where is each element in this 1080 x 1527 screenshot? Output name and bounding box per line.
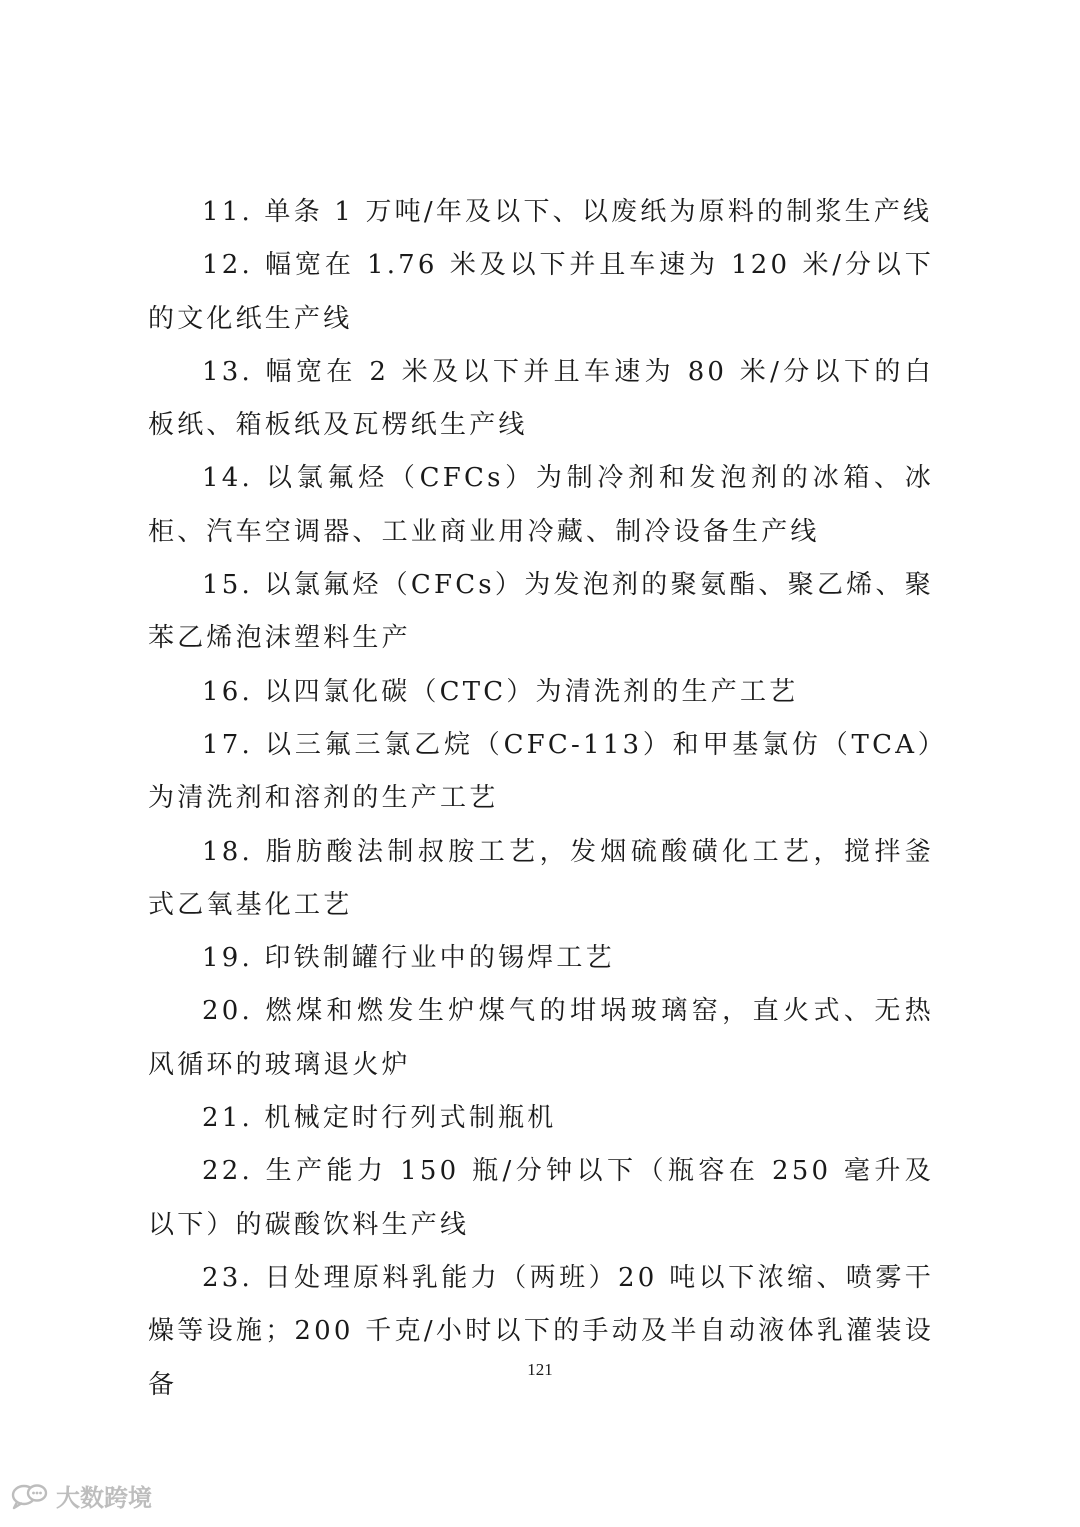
document-body (148, 186, 934, 1412)
list-item: 18. 脂肪酸法制叔胺工艺，发烟硫酸磺化工艺，搅拌釜式乙氧基化工艺 (148, 836, 934, 920)
watermark-text: 大数跨境 (56, 1484, 152, 1512)
list-item: 21. 机械定时行列式制瓶机 (202, 1103, 557, 1134)
list-item: 20. 燃煤和燃发生炉煤气的坩埚玻璃窑，直火式、无热风循环的玻璃退火炉 (148, 996, 934, 1080)
list-item: 11. 单条 1 万吨/年及以下、以废纸为原料的制浆生产线 (202, 197, 933, 227)
list-item: 22. 生产能力 150 瓶/分钟以下（瓶容在 250 毫升及以下）的碳酸饮料生产线 (148, 1156, 934, 1240)
list-item: 17. 以三氟三氯乙烷（CFC-113）和甲基氯仿（TCA）为清洗剂和溶剂的生产工艺 (148, 729, 934, 814)
chat-bubbles-logo-icon (10, 1482, 50, 1510)
page-number: 121 (527, 1360, 553, 1379)
list-item: 12. 幅宽在 1.76 米及以下并且车速为 120 米/分以下的文化纸生产线 (148, 250, 934, 334)
list-item: 15. 以氯氟烃（CFCs）为发泡剂的聚氨酯、聚乙烯、聚苯乙烯泡沫塑料生产 (148, 570, 934, 654)
list-item: 16. 以四氯化碳（CTC）为清洗剂的生产工艺 (202, 676, 799, 707)
list-item: 19. 印铁制罐行业中的锡焊工艺 (202, 943, 615, 974)
list-item: 14. 以氯氟烃（CFCs）为制冷剂和发泡剂的冰箱、冰柜、汽车空调器、工业商业用冷藏、制冷设备生产线 (148, 463, 934, 547)
watermark (10, 1478, 152, 1513)
list-item: 23. 日处理原料乳能力（两班）20 吨以下浓缩、喷雾干燥等设施；200 千克/小时以下的手动及半自动液体乳灌装设备 (148, 1262, 934, 1400)
list-item: 13. 幅宽在 2 米及以下并且车速为 80 米/分以下的白板纸、箱板纸及瓦楞纸生产线 (148, 356, 934, 441)
